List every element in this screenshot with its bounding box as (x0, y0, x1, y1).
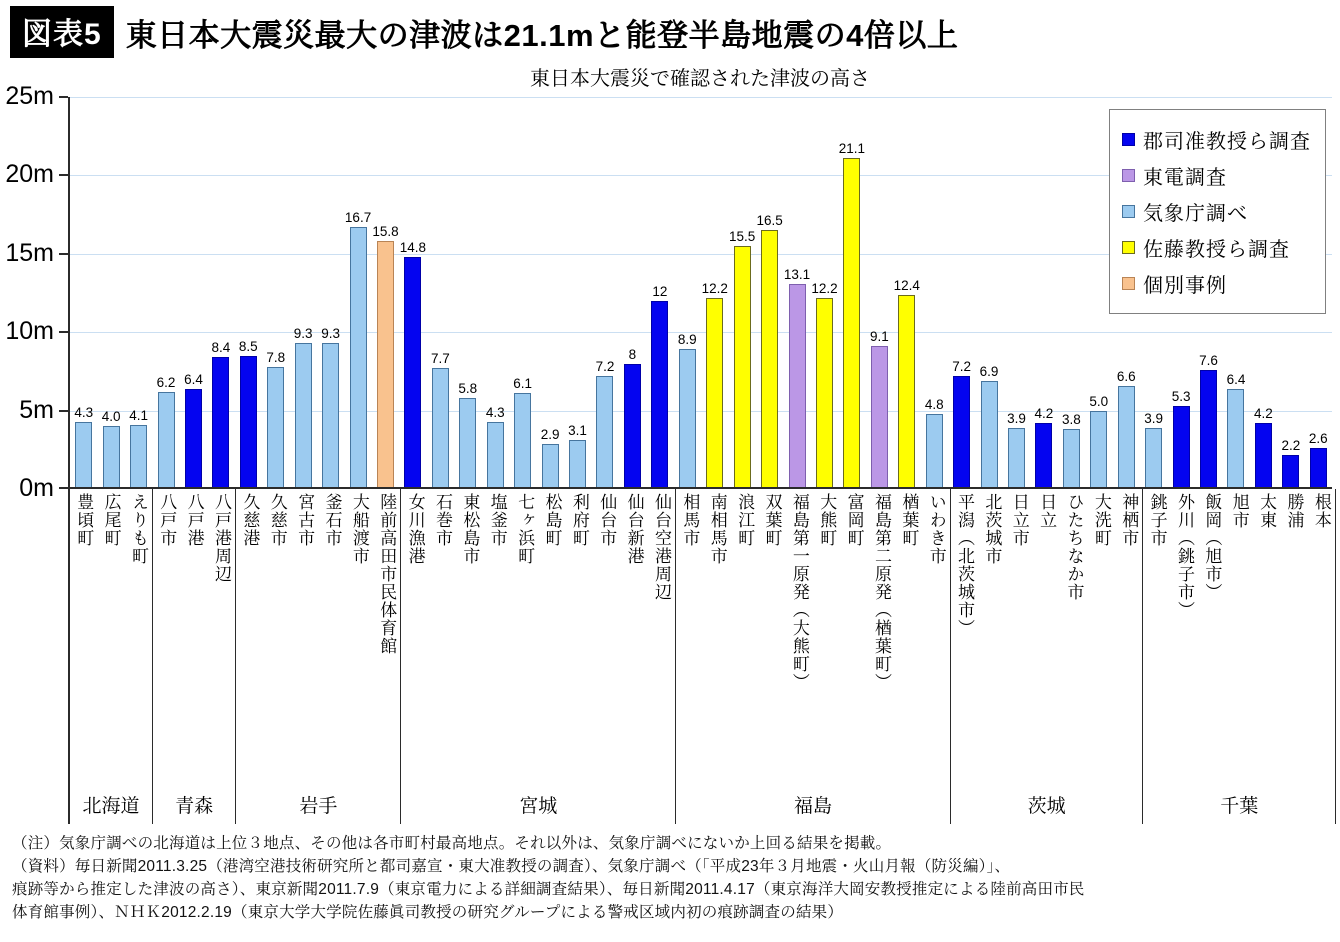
x-label-column (620, 489, 647, 784)
note-line: 体育館事例）、ＮＨＫ2012.2.19（東京大学大学院佐藤眞司教授の研究グループによる警戒区域内初の痕跡調査の結果） (12, 904, 844, 921)
x-label: 利府町 (569, 493, 589, 547)
bar-value-label: 2.9 (540, 426, 560, 442)
prefecture-group-labels (951, 489, 1144, 824)
x-label: 陸前高田市民体育館 (377, 493, 397, 655)
bar-sato (816, 298, 833, 489)
bar-value-label: 4.3 (74, 404, 94, 420)
x-label: 仙台空港周辺 (652, 493, 671, 601)
x-label-column (1171, 489, 1198, 784)
x-label-column (648, 489, 675, 784)
y-tick-label: 10m (5, 317, 54, 346)
bar-column (70, 97, 97, 489)
bar-column (317, 97, 344, 489)
x-label: 旭市 (1229, 493, 1249, 529)
prefecture-group-labels (676, 489, 951, 824)
x-label-column (125, 489, 152, 784)
prefecture-label: 宮城 (519, 795, 558, 817)
bar-gunji (1310, 448, 1327, 489)
x-label-column (346, 489, 373, 784)
header (4, 6, 1336, 58)
bar-value-label: 13.1 (783, 266, 811, 282)
bar-column (1058, 97, 1085, 489)
bar-column (728, 97, 755, 489)
bar-kisho (267, 367, 284, 489)
y-tick-label: 20m (5, 160, 54, 189)
chart-title: 東日本大震災で確認された津波の高さ (530, 68, 870, 90)
bar-kisho (432, 368, 449, 489)
bar-value-label: 8 (628, 346, 637, 362)
x-label-column (786, 489, 813, 784)
x-label: 塩釜市 (487, 493, 507, 547)
prefecture-group-labels (70, 489, 153, 824)
y-tick-mark (59, 96, 68, 98)
bar-value-label: 4.0 (101, 409, 121, 425)
y-tick-mark (59, 487, 68, 489)
x-label-column (1088, 489, 1115, 784)
x-label-column (456, 489, 483, 784)
x-label: 外川（銚子市） (1175, 493, 1194, 619)
x-label-column (895, 489, 922, 784)
bar-gunji (1282, 455, 1299, 489)
bar-column (591, 97, 618, 489)
bar-column (344, 97, 371, 489)
bar-sato (898, 295, 915, 489)
x-label: 大洗町 (1091, 493, 1111, 547)
bar-column (701, 97, 728, 489)
bar-column (948, 97, 975, 489)
bar-gunji (404, 257, 421, 489)
x-label-column (318, 489, 345, 784)
bar-gunji (1035, 423, 1052, 489)
x-label-column (1060, 489, 1087, 784)
x-label-column (538, 489, 565, 784)
x-label-column (484, 489, 511, 784)
x-label: 神栖市 (1119, 493, 1139, 547)
bar-value-label: 6.9 (979, 363, 999, 379)
bar-column (262, 97, 289, 489)
x-label-column (429, 489, 456, 784)
bar-value-label: 7.2 (595, 359, 615, 375)
bar-value-label: 6.4 (184, 371, 203, 387)
bar-kisho (1008, 428, 1025, 489)
bar-value-label: 3.1 (568, 423, 587, 439)
bar-value-label: 7.8 (266, 349, 286, 365)
bar-value-label: 6.4 (1226, 371, 1246, 387)
x-label-column (1006, 489, 1033, 784)
legend-swatch-kobetsu (1122, 277, 1135, 290)
x-label: 太東 (1257, 493, 1277, 529)
bar-column (838, 97, 865, 489)
x-label-column (731, 489, 758, 784)
bar-value-label: 12.4 (893, 277, 920, 293)
bar-toden (871, 346, 888, 489)
legend-label: 佐藤教授ら調査 (1143, 239, 1290, 261)
bar-column (756, 97, 783, 489)
legend-label: 気象庁調べ (1143, 203, 1248, 225)
bar-value-label: 7.6 (1199, 352, 1218, 368)
bar-value-label: 9.3 (293, 326, 313, 342)
x-label: いわき市 (926, 493, 946, 565)
bar-value-label: 5.8 (458, 381, 478, 397)
x-label-column (951, 489, 978, 784)
x-label: 銚子市 (1147, 493, 1167, 547)
x-label-column (97, 489, 124, 784)
bar-gunji (240, 356, 257, 489)
bar-value-label: 6.1 (513, 376, 533, 392)
x-label: 松島町 (542, 493, 562, 547)
x-label-column (704, 489, 731, 784)
legend-label: 個別事例 (1143, 275, 1227, 297)
x-label: 福島第一原発（大熊町） (789, 493, 809, 691)
x-label: 豊頃町 (74, 493, 94, 547)
bar-kisho (981, 381, 998, 489)
bar-value-label: 8.4 (211, 340, 231, 356)
x-label-column (153, 489, 180, 784)
x-label: 根本 (1311, 493, 1331, 529)
x-label: 相馬市 (680, 493, 700, 547)
legend-swatch-toden (1122, 169, 1135, 182)
x-label-column (1308, 489, 1335, 784)
bar-value-label: 5.3 (1171, 388, 1191, 404)
x-label-column (566, 489, 593, 784)
x-label-column (868, 489, 895, 784)
bar-kisho (487, 422, 504, 489)
bar-value-label: 2.6 (1308, 431, 1328, 447)
prefecture-group (70, 97, 152, 489)
x-label: 仙台新港 (624, 493, 644, 565)
x-label-column (923, 489, 950, 784)
prefecture-group (399, 97, 673, 489)
bar-value-label: 3.8 (1061, 412, 1081, 428)
bar-column (783, 97, 810, 489)
x-label: ひたちなか市 (1064, 493, 1084, 601)
x-label-column (593, 489, 620, 784)
bar-column (399, 97, 426, 489)
y-tick-mark (59, 331, 68, 333)
legend-label: 東電調査 (1143, 167, 1227, 189)
bar-column (372, 97, 399, 489)
x-label-column (1198, 489, 1225, 784)
bar-column (152, 97, 179, 489)
x-label-column (813, 489, 840, 784)
x-axis-line (70, 487, 1332, 489)
prefecture-label: 千葉 (1220, 795, 1259, 817)
bar-kisho (350, 227, 367, 489)
x-label-column (1115, 489, 1142, 784)
y-tick-label: 0m (19, 474, 54, 502)
x-label: 福島第二原発（楢葉町） (871, 493, 891, 691)
bar-kisho (322, 343, 339, 489)
x-label: 仙台市 (597, 493, 617, 547)
note-line: 痕跡等から推定した津波の高さ）、東京新聞2011.7.9（東京電力による詳細調査結果）、毎日新聞2011.4.17（東京海洋大岡安教授推定による陸前高田市民 (12, 881, 1085, 898)
x-label-column (1253, 489, 1280, 784)
prefecture-label: 岩手 (299, 795, 338, 817)
bar-kisho (1090, 411, 1107, 489)
bar-value-label: 2.2 (1281, 437, 1301, 453)
bar-gunji (1173, 406, 1190, 489)
bar-value-label: 7.2 (952, 359, 971, 375)
bar-column (289, 97, 316, 489)
bar-value-label: 4.2 (1034, 406, 1054, 422)
bar-kisho (130, 425, 147, 489)
x-label: 北茨城市 (982, 493, 1002, 565)
x-label: 石巻市 (433, 493, 452, 547)
bar-value-label: 21.1 (838, 141, 866, 157)
prefecture-group-labels (1143, 489, 1336, 824)
bar-value-label: 15.5 (729, 228, 756, 244)
bar-kisho (1118, 386, 1135, 489)
bar-sato (734, 246, 751, 489)
x-label-column (208, 489, 235, 784)
x-label: 楢葉町 (899, 493, 919, 547)
prefecture-group-labels (153, 489, 236, 824)
prefecture-group (152, 97, 234, 489)
figure-number-badge: 図表5 (10, 6, 114, 58)
bar-column (1030, 97, 1057, 489)
y-tick-label: 5m (19, 395, 54, 424)
legend-swatch-sato (1122, 241, 1135, 254)
bar-column (893, 97, 920, 489)
bar-kisho (158, 392, 175, 489)
bar-gunji (651, 301, 668, 489)
bar-toden (789, 284, 806, 489)
x-label-column (1280, 489, 1307, 784)
bar-gunji (953, 376, 970, 489)
prefecture-label: 福島 (793, 795, 832, 817)
bar-value-label: 6.6 (1116, 368, 1136, 384)
legend-swatch-gunji (1122, 133, 1135, 146)
bar-column (866, 97, 893, 489)
legend-item (1122, 125, 1311, 154)
bar-value-label: 4.3 (485, 404, 505, 420)
prefecture-label: 茨城 (1027, 795, 1066, 817)
y-tick-label: 15m (5, 238, 54, 267)
bar-kisho (1063, 429, 1080, 489)
bar-kisho (514, 393, 531, 489)
prefecture-group-labels (236, 489, 401, 824)
x-label: 双葉町 (762, 493, 782, 547)
legend-swatch-kisho (1122, 205, 1135, 218)
x-label: 久慈港 (240, 493, 260, 547)
x-label-column (70, 489, 97, 784)
bar-gunji (185, 389, 202, 489)
bar-column (646, 97, 673, 489)
page-title: 東日本大震災最大の津波は21.1mと能登半島地震の4倍以上 (125, 17, 959, 53)
bar-column (811, 97, 838, 489)
x-label: 女川漁港 (405, 493, 425, 565)
bar-kisho (926, 414, 943, 489)
x-label: 日立 (1037, 493, 1057, 529)
x-label-column (401, 489, 428, 784)
bar-value-label: 4.2 (1254, 406, 1273, 422)
prefecture-group (674, 97, 948, 489)
x-label: 八戸港周辺 (212, 493, 232, 583)
bar-value-label: 16.5 (756, 213, 783, 229)
bar-kisho (596, 376, 613, 489)
bar-gunji (1200, 370, 1217, 489)
bar-kobetsu (377, 241, 394, 489)
bar-value-label: 8.9 (677, 332, 697, 348)
legend-item (1122, 197, 1311, 226)
x-label-column (236, 489, 263, 784)
bar-column (125, 97, 152, 489)
bar-kisho (75, 422, 92, 489)
x-axis-labels (68, 489, 1336, 824)
bar-kisho (459, 398, 476, 489)
bar-column (920, 97, 947, 489)
x-label: 平潟（北茨城市） (955, 493, 975, 637)
bar-column (454, 97, 481, 489)
bar-gunji (212, 357, 229, 489)
bar-sato (706, 298, 723, 489)
bar-value-label: 12.2 (811, 280, 838, 296)
x-label: 広尾町 (101, 493, 121, 547)
x-label-column (840, 489, 867, 784)
x-label-column (1033, 489, 1060, 784)
bar-column (97, 97, 124, 489)
bar-value-label: 15.8 (372, 224, 399, 240)
bar-column (619, 97, 646, 489)
bar-value-label: 4.8 (924, 396, 944, 412)
x-label: 富岡町 (844, 493, 864, 547)
bar-kisho (542, 444, 559, 489)
x-label: 久慈市 (267, 493, 287, 547)
x-label: 東松島市 (460, 493, 480, 565)
plot-area (68, 97, 1332, 489)
bar-value-label: 3.9 (1007, 410, 1026, 426)
bar-gunji (1255, 423, 1272, 489)
prefecture-label: 北海道 (82, 795, 140, 817)
legend-item (1122, 233, 1311, 262)
bar-gunji (624, 364, 641, 489)
x-label: 南相馬市 (707, 493, 727, 565)
bar-value-label: 7.7 (430, 351, 450, 367)
legend-label: 郡司准教授ら調査 (1143, 131, 1311, 153)
x-label: 八戸市 (157, 493, 177, 547)
legend-item (1122, 161, 1311, 190)
bar-column (509, 97, 536, 489)
bar-sato (761, 230, 778, 489)
bar-value-label: 8.5 (238, 338, 258, 354)
prefecture-label: 青森 (175, 795, 214, 817)
footnotes (4, 832, 1336, 924)
prefecture-group-labels (401, 489, 676, 824)
bar-column (1003, 97, 1030, 489)
bar-value-label: 12 (652, 283, 668, 299)
x-label-column (1143, 489, 1170, 784)
bar-kisho (679, 349, 696, 489)
x-label: えりも町 (128, 493, 148, 565)
bar-sato (843, 158, 860, 489)
x-label-column (264, 489, 291, 784)
bar-column (235, 97, 262, 489)
y-axis (4, 82, 68, 502)
x-label: 大熊町 (817, 493, 837, 547)
bar-column (564, 97, 591, 489)
x-label-column (676, 489, 703, 784)
bar-column (180, 97, 207, 489)
bar-value-label: 4.1 (129, 407, 148, 423)
bar-value-label: 9.3 (321, 326, 341, 342)
x-label: 勝浦 (1284, 493, 1304, 529)
x-label-column (1226, 489, 1253, 784)
bar-column (674, 97, 701, 489)
bar-column (207, 97, 234, 489)
x-label-column (758, 489, 785, 784)
bar-value-label: 9.1 (869, 329, 889, 345)
x-label: 大船渡市 (349, 493, 369, 565)
x-label-column (180, 489, 207, 784)
bar-value-label: 6.2 (156, 374, 176, 390)
bar-column (975, 97, 1002, 489)
bar-value-label: 3.9 (1144, 410, 1164, 426)
bar-column (536, 97, 563, 489)
bar-value-label: 5.0 (1089, 393, 1109, 409)
x-label: 七ヶ浜町 (515, 493, 535, 565)
legend (1109, 109, 1326, 314)
note-line: （注）気象庁調べの北海道は上位３地点、その他は各市町村最高地点。それ以外は、気象庁調べにないか上回る結果を掲載。 (12, 835, 892, 852)
bar-kisho (1145, 428, 1162, 489)
note-line: （資料）毎日新聞2011.3.25（港湾空港技術研究所と都司嘉宣・東大准教授の調査）、気象庁調べ（「平成23年３月地震・火山月報（防災編）」、 (12, 858, 1011, 875)
y-tick-mark (59, 174, 68, 176)
bar-column (482, 97, 509, 489)
y-tick-mark (59, 410, 68, 412)
x-label-column (511, 489, 538, 784)
legend-item (1122, 269, 1311, 298)
y-tick-mark (59, 253, 68, 255)
bar-value-label: 14.8 (399, 239, 427, 255)
bar-kisho (103, 426, 120, 489)
x-label: 釜石市 (322, 493, 342, 547)
x-label: 飯岡（旭市） (1202, 493, 1222, 601)
x-label: 八戸港 (184, 493, 204, 547)
bar-value-label: 16.7 (344, 210, 372, 226)
bar-column (427, 97, 454, 489)
bar-kisho (1227, 389, 1244, 489)
chart (4, 82, 1336, 502)
x-label-column (373, 489, 400, 784)
bar-kisho (295, 343, 312, 489)
prefecture-group (235, 97, 400, 489)
x-label-column (978, 489, 1005, 784)
bar-kisho (569, 440, 586, 489)
bar-value-label: 12.2 (701, 280, 728, 296)
x-label: 日立市 (1009, 493, 1029, 547)
x-label: 宮古市 (295, 493, 315, 547)
y-tick-label: 25m (5, 82, 54, 110)
x-label-column (291, 489, 318, 784)
x-label: 浪江町 (735, 493, 755, 547)
